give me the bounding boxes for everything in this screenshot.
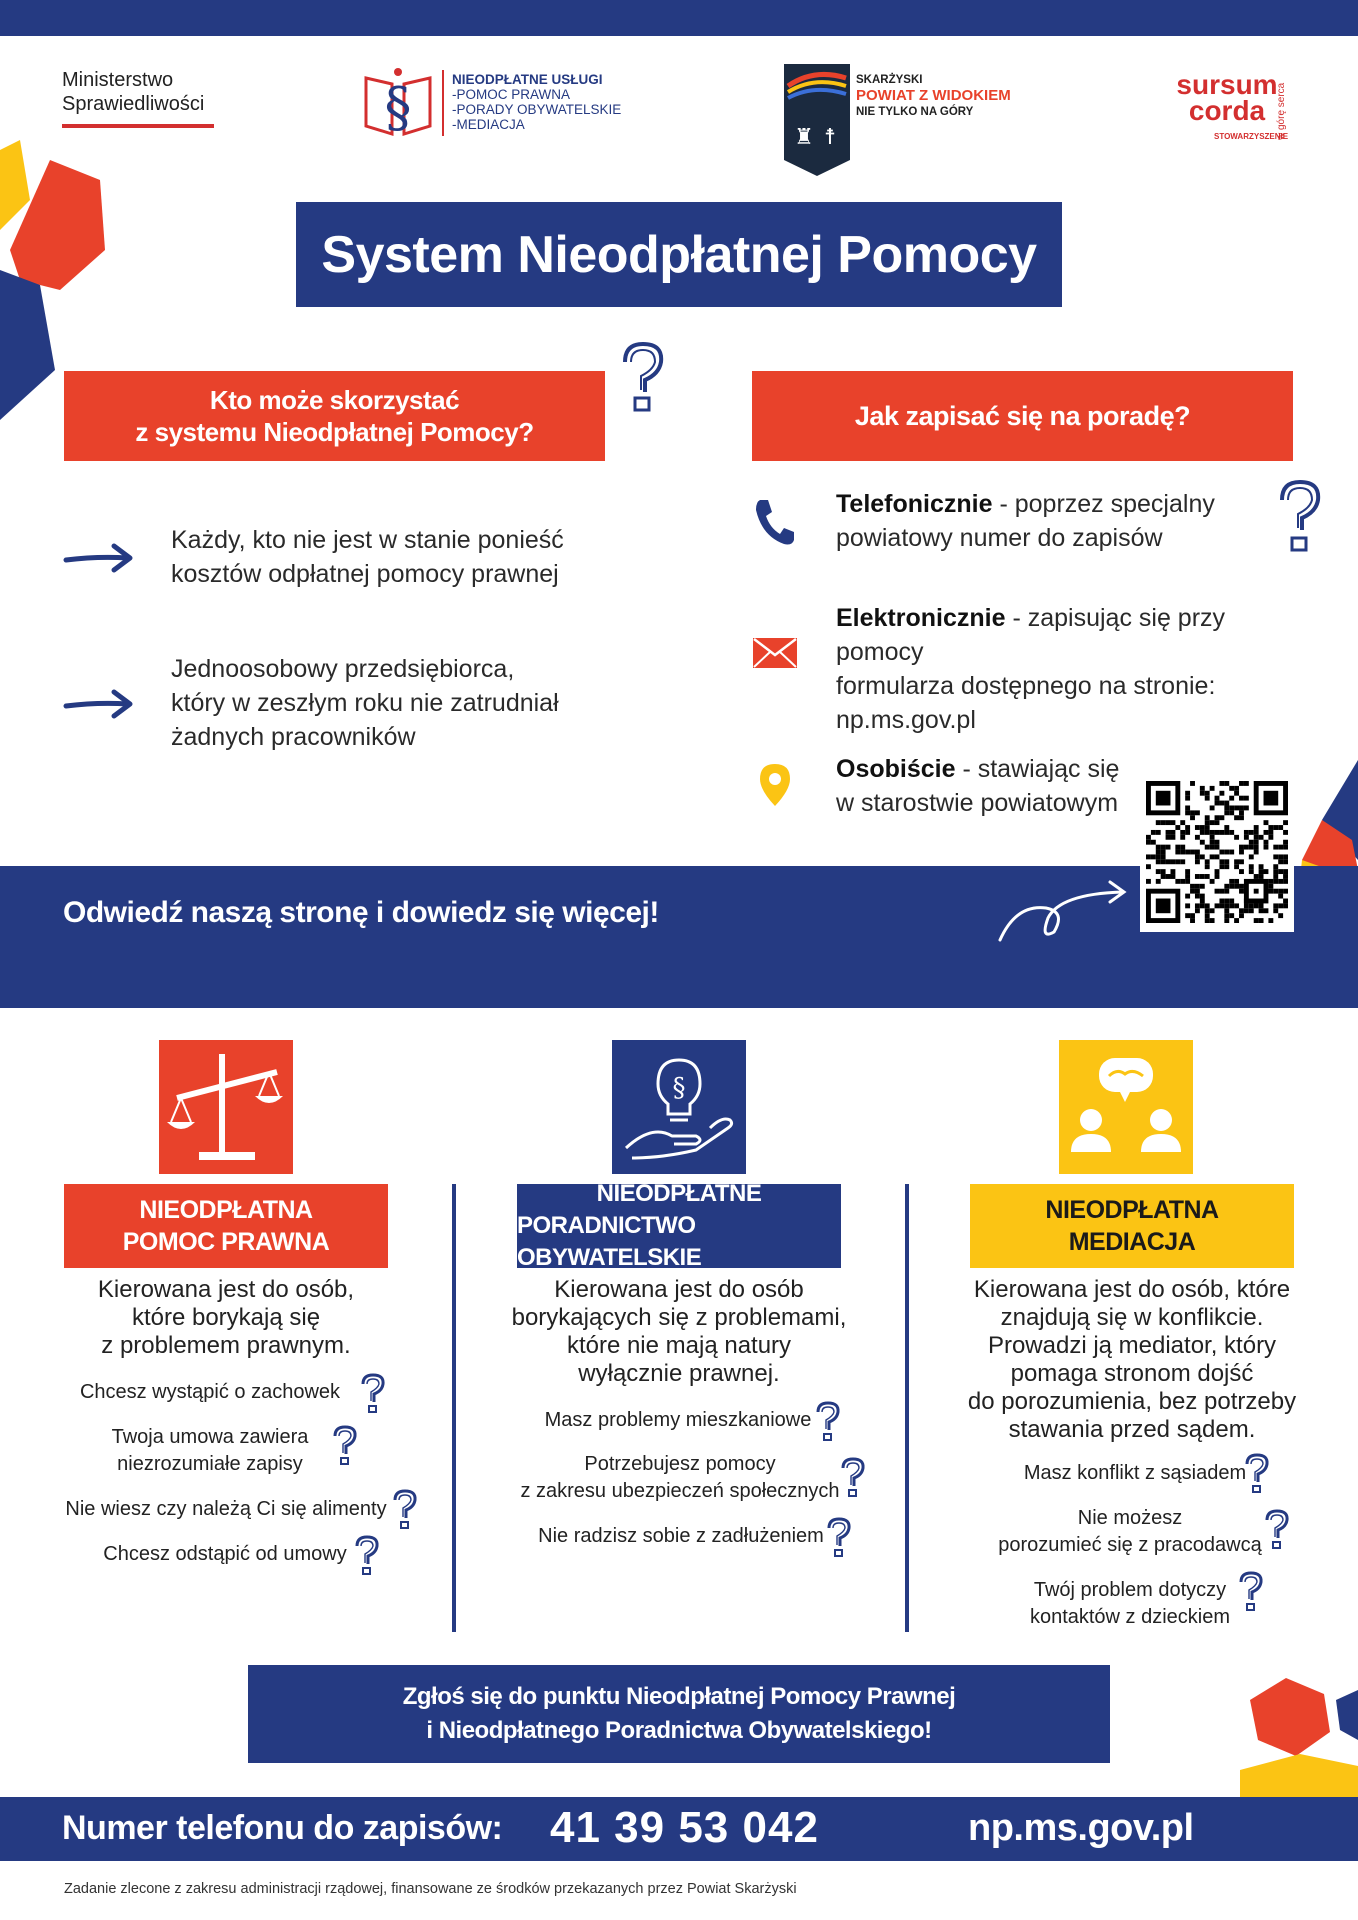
mediation-icon-box <box>1059 1040 1193 1174</box>
who-item-2 <box>171 652 591 754</box>
question-mark-icon <box>390 1488 420 1532</box>
powiat-line3: NIE TYLKO NA GÓRY <box>856 106 974 118</box>
lightbulb-hand-icon <box>612 1040 746 1174</box>
how-person-bold: Osobiście <box>836 755 956 783</box>
question-mark-icon <box>330 1424 360 1468</box>
footer-website-link[interactable]: np.ms.gov.pl <box>968 1807 1194 1849</box>
how-phone <box>836 487 1276 555</box>
column-2-description <box>497 1276 861 1388</box>
column-3-desc-line5: do porozumienia, bez potrzeby <box>967 1388 1297 1415</box>
np-logo <box>360 64 640 144</box>
qr-code[interactable] <box>1140 772 1294 932</box>
question-mark-icon <box>824 1516 854 1560</box>
question-text: Chcesz odstąpić od umowy <box>103 1543 347 1565</box>
how-phone-rest: - poprzez specjalny <box>992 490 1215 518</box>
column-2-title-line2: PORADNICTWO OBYWATELSKIE <box>517 1212 702 1271</box>
column-3-title-box <box>970 1184 1294 1268</box>
question-mark-icon <box>1272 478 1328 558</box>
arrow-right-icon <box>62 686 136 722</box>
cta-line1: Zgłoś się do punktu Nieodpłatnej Pomocy Prawnej <box>402 1683 956 1710</box>
question-text: porozumieć się z pracodawcą <box>998 1534 1262 1556</box>
mediation-people-icon <box>1059 1040 1193 1174</box>
arrow-right-icon <box>62 540 136 576</box>
how-person-rest: - stawiając się <box>955 755 1120 783</box>
ministry-name-line1: Ministerstwo <box>62 69 174 91</box>
column-3-desc-line6: stawania przed sądem. <box>1008 1416 1256 1443</box>
who-item-2-line2: który w zeszłym roku nie zatrudniał <box>171 689 559 717</box>
who-item-1-line1: Każdy, kto nie jest w stanie ponieść <box>171 526 564 554</box>
lightbulb-hand-icon-box <box>612 1040 746 1174</box>
column-3-question-1 <box>1000 1460 1270 1487</box>
scales-icon <box>159 1040 293 1174</box>
question-text: niezrozumiałe zapisy <box>117 1453 303 1475</box>
column-2-desc-line2: borykających się z problemami, <box>511 1304 847 1331</box>
column-1-desc-line3: z problemem prawnym. <box>101 1332 351 1359</box>
column-3-description <box>950 1276 1314 1444</box>
page-title: System Nieodpłatnej Pomocy <box>321 225 1037 284</box>
question-text: Twoja umowa zawiera <box>111 1426 309 1448</box>
who-item-1 <box>171 523 591 591</box>
question-text: Twój problem dotyczy <box>1033 1579 1227 1601</box>
question-mark-icon <box>1262 1508 1292 1552</box>
powiat-logo <box>780 64 1040 174</box>
sursum-line1: sursum <box>1176 69 1278 100</box>
column-2-desc-line1: Kierowana jest do osób <box>554 1276 804 1303</box>
how-email <box>836 601 1306 737</box>
column-3-desc-line3: Prowadzi ją mediator, który <box>987 1332 1277 1359</box>
column-3-desc-line4: pomaga stronom dojść <box>1010 1360 1254 1387</box>
map-pin-icon <box>758 762 792 808</box>
question-mark-icon <box>838 1456 868 1500</box>
column-3-question-3 <box>1010 1577 1250 1631</box>
cta-line2: i Nieodpłatnego Poradnictwa Obywatelskiego! <box>426 1717 932 1744</box>
question-text: Nie radzisz sobie z zadłużeniem <box>538 1525 824 1547</box>
scales-icon-box <box>159 1040 293 1174</box>
sursum-corda-logo <box>1166 60 1316 150</box>
who-item-2-line1: Jednoosobowy przedsiębiorca, <box>171 655 515 683</box>
column-1-desc-line2: które borykają się <box>131 1304 321 1331</box>
ministry-name-line2: Sprawiedliwości <box>62 93 205 115</box>
how-heading-box <box>752 371 1293 461</box>
question-text: Potrzebujesz pomocy <box>584 1453 776 1475</box>
who-heading-box <box>64 371 605 461</box>
footer-phone-number[interactable]: 41 39 53 042 <box>550 1803 819 1852</box>
column-3-desc-line1: Kierowana jest do osób, które <box>973 1276 1291 1303</box>
footer-note: Zadanie zlecone z zakresu administracji rządowej, finansowane ze środków przekazanych przez Powiat Skarżyski <box>64 1881 797 1897</box>
column-2-question-2 <box>500 1451 860 1505</box>
question-text: kontaktów z dzieckiem <box>1029 1606 1231 1628</box>
how-email-line3: np.ms.gov.pl <box>836 706 976 734</box>
question-text: Nie możesz <box>1077 1507 1183 1529</box>
cta-banner <box>248 1665 1110 1763</box>
question-text: z zakresu ubezpieczeń społecznych <box>520 1480 840 1502</box>
question-text: Masz problemy mieszkaniowe <box>544 1409 812 1431</box>
column-1-question-2 <box>80 1424 340 1478</box>
column-1-question-1 <box>60 1379 360 1406</box>
how-person-line2: w starostwie powiatowym <box>836 789 1119 817</box>
column-2-question-3 <box>516 1523 846 1550</box>
footer-phone-label: Numer telefonu do zapisów: <box>62 1809 503 1847</box>
column-divider <box>452 1184 456 1632</box>
question-mark-icon <box>1236 1570 1266 1614</box>
column-1-question-4 <box>90 1541 360 1568</box>
title-banner <box>296 202 1062 307</box>
column-divider <box>905 1184 909 1632</box>
top-strip <box>0 0 1358 36</box>
column-1-title-box <box>64 1184 388 1268</box>
who-heading-line2: z systemu Nieodpłatnej Pomocy? <box>135 417 534 447</box>
column-3-question-2 <box>990 1505 1270 1559</box>
how-email-bold: Elektronicznie <box>836 604 1006 632</box>
how-email-line2: formularza dostępnego na stronie: <box>836 672 1216 700</box>
powiat-crest-icon <box>784 64 850 176</box>
svg-text:♜: ♜ <box>794 124 814 149</box>
np-logo-divider <box>442 70 444 136</box>
svg-text:☨: ☨ <box>824 124 836 149</box>
sursum-sub-text: STOWARZYSZENIE <box>1214 132 1289 141</box>
footer-bar <box>0 1797 1358 1861</box>
sursum-line2: corda <box>1188 95 1266 126</box>
question-mark-icon <box>1242 1452 1272 1496</box>
curly-arrow-icon <box>996 874 1132 944</box>
column-1-description <box>64 1276 388 1360</box>
np-logo-line2: -PORADY OBYWATELSKIE <box>452 102 622 117</box>
visit-banner-text: Odwiedź naszą stronę i dowiedz się więcej! <box>63 896 659 929</box>
column-1-title-line1: NIEODPŁATNA <box>139 1196 313 1224</box>
column-1-desc-line1: Kierowana jest do osób, <box>97 1276 355 1303</box>
how-phone-line2: powiatowy numer do zapisów <box>836 524 1163 552</box>
how-phone-bold: Telefonicznie <box>836 490 993 518</box>
question-text: Masz konflikt z sąsiadem <box>1023 1462 1247 1484</box>
who-item-1-line2: kosztów odpłatnej pomocy prawnej <box>171 560 559 588</box>
np-logo-icon <box>360 64 436 140</box>
column-1-title-line2: POMOC PRAWNA <box>122 1228 330 1256</box>
column-2-question-1 <box>528 1407 828 1434</box>
np-logo-title: NIEODPŁATNE USŁUGI <box>452 72 603 87</box>
question-mark-icon <box>813 1400 843 1444</box>
svg-text:§: § <box>672 1073 686 1103</box>
phone-icon <box>752 496 796 548</box>
qr-code-image <box>1146 781 1288 923</box>
question-mark-icon <box>358 1372 388 1416</box>
question-text: Nie wiesz czy należą Ci się alimenty <box>65 1498 387 1520</box>
column-3-title-line2: MEDIACJA <box>1068 1228 1196 1256</box>
question-mark-icon <box>615 340 671 416</box>
column-3-title-line1: NIEODPŁATNA <box>1045 1196 1219 1224</box>
column-2-desc-line4: wyłącznie prawnej. <box>578 1360 780 1387</box>
column-2-title-line1: NIEODPŁATNE <box>596 1180 762 1207</box>
powiat-line1: SKARŻYSKI <box>856 74 923 86</box>
column-1-question-3 <box>56 1496 396 1523</box>
column-2-title-box <box>517 1180 841 1271</box>
np-logo-line1: -POMOC PRAWNA <box>452 87 570 102</box>
column-2-desc-line3: które nie mają natury <box>566 1332 792 1359</box>
sursum-side-text: w górę serca <box>1276 82 1287 140</box>
ministry-underline <box>62 124 214 128</box>
svg-text:§: § <box>384 76 412 139</box>
np-logo-line3: -MEDIACJA <box>452 117 525 132</box>
how-email-rest: - zapisując się przy pomocy <box>836 604 1226 666</box>
who-heading-line1: Kto może skorzystać <box>209 385 460 415</box>
envelope-icon <box>752 637 798 669</box>
question-mark-icon <box>352 1534 382 1578</box>
how-heading: Jak zapisać się na poradę? <box>854 400 1191 431</box>
ministry-logo <box>62 68 222 128</box>
powiat-line2: POWIAT Z WIDOKIEM <box>856 87 1011 104</box>
who-item-2-line3: żadnych pracowników <box>171 723 416 751</box>
column-3-desc-line2: znajdują się w konflikcie. <box>1000 1304 1264 1331</box>
question-text: Chcesz wystąpić o zachowek <box>79 1381 341 1403</box>
